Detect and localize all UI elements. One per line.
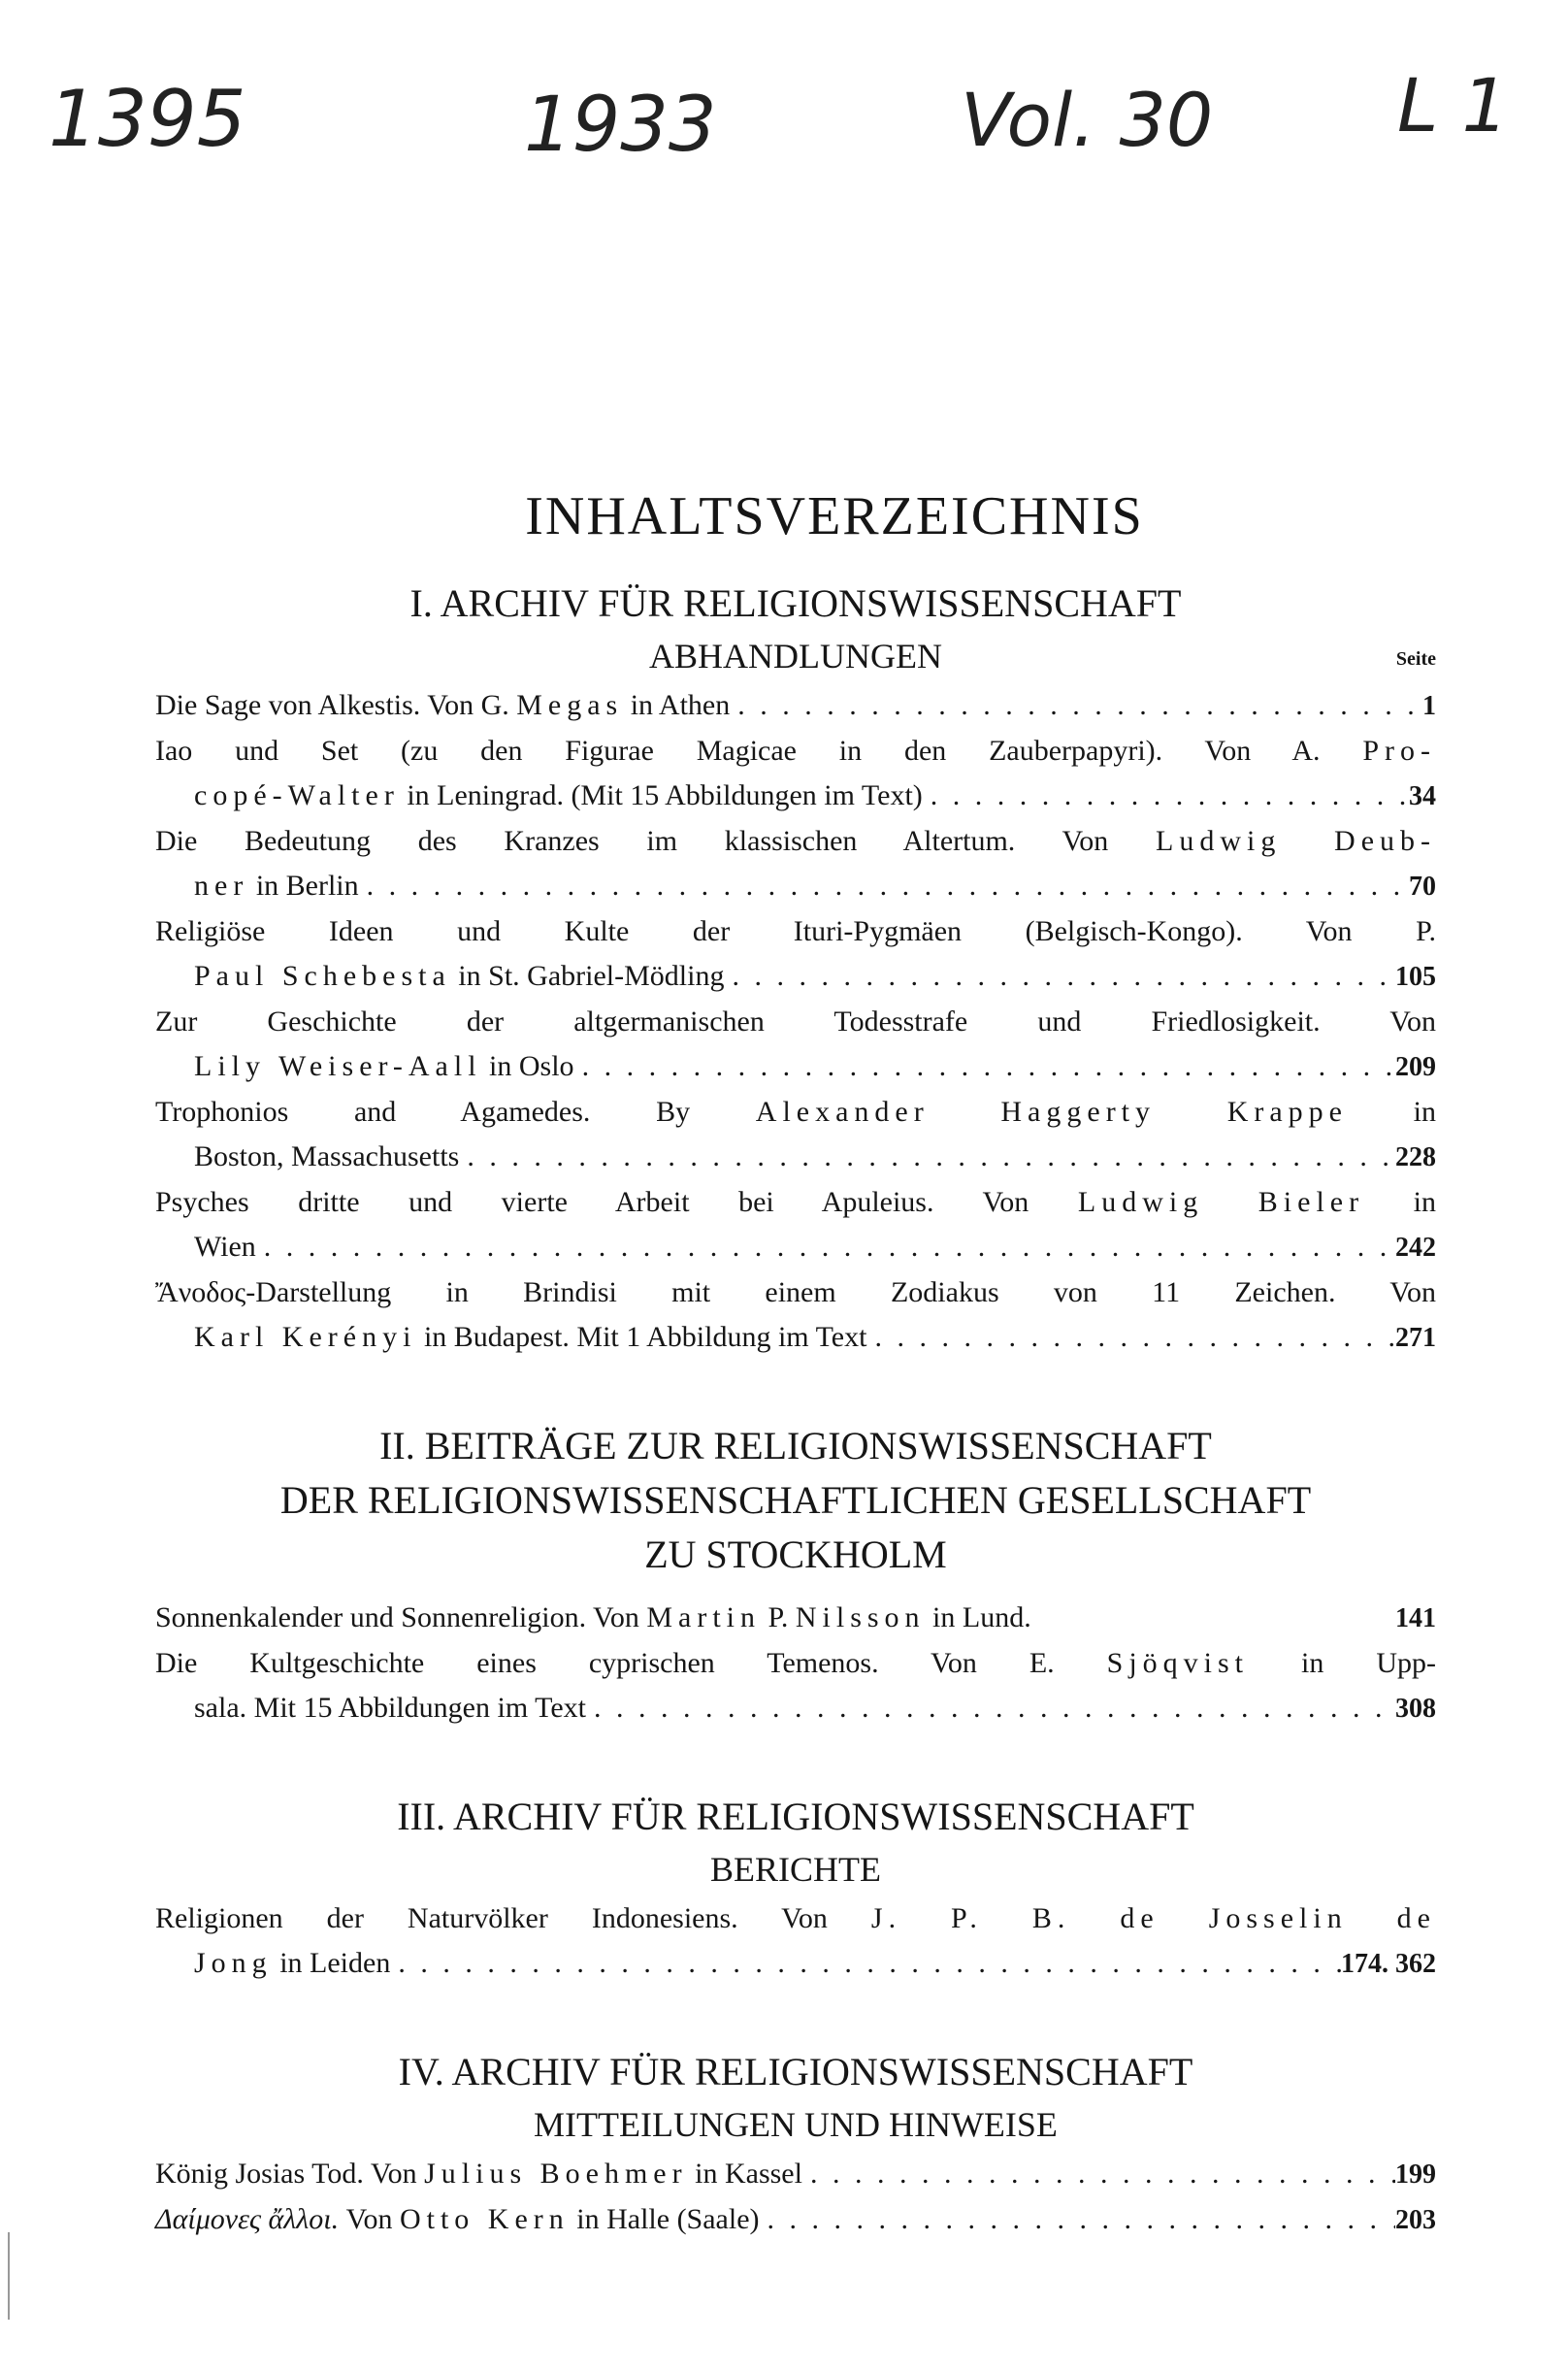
page-number: 271 — [1395, 1323, 1436, 1353]
entry-text — [194, 1941, 390, 1986]
entry-text-part: Von — [339, 2203, 400, 2235]
page-number: 228 — [1395, 1142, 1436, 1172]
leader-dots — [256, 1225, 1395, 1269]
entry-line — [155, 2197, 1436, 2243]
entry-text — [194, 954, 724, 999]
leader-dots — [923, 774, 1409, 818]
toc-section — [155, 2045, 1436, 2243]
section-subheading: MITTEILUNGEN UND HINWEISE — [534, 2105, 1058, 2144]
author-name: Julius Boehmer — [424, 2158, 688, 2190]
toc-entry — [155, 1090, 1436, 1180]
entry-text — [155, 1005, 1436, 1038]
entry-line — [155, 1315, 1436, 1361]
entry-text — [155, 1647, 1436, 1679]
handwritten-note-1395: 1395 — [49, 74, 246, 164]
author-name: copé-Walter — [194, 779, 400, 811]
entry-line — [155, 819, 1436, 864]
entry-text-part: in Leningrad. (Mit 15 Abbildungen im Text) — [399, 779, 923, 811]
toc-entry — [155, 1270, 1436, 1361]
toc-entry — [155, 1180, 1436, 1270]
entry-line — [155, 1941, 1436, 1987]
page-number: 1 — [1422, 691, 1436, 721]
toc-entry — [155, 2197, 1436, 2243]
toc-entry — [155, 1596, 1436, 1641]
page-title: INHALTSVERZEICHNIS — [525, 486, 1144, 546]
entry-text-part: Iao und Set (zu den Figurae Magicae in den Zauberpapyri). Von A. — [155, 735, 1363, 767]
entry-text-part: P. — [761, 1601, 796, 1633]
entry-text-part: Die Sage von Alkestis. Von G. — [155, 689, 517, 721]
toc-section — [155, 1419, 1436, 1731]
entry-text — [155, 1902, 1436, 1934]
toc-entry — [155, 1896, 1436, 1987]
section-heading: II. BEITRÄGE ZUR RELIGIONSWISSENSCHAFT — [379, 1424, 1212, 1467]
entry-text-part: Sonnenkalender und Sonnenreligion. Von — [155, 1601, 647, 1633]
entry-text-part: Die Kultgeschichte eines cyprischen Temenos. Von E. — [155, 1647, 1107, 1679]
entry-text-part: Zur Geschichte der altgermanischen Todesstrafe und Friedlosigkeit. Von — [155, 1005, 1436, 1038]
section-heading: ZU STOCKHOLM — [644, 1533, 947, 1576]
table-of-contents — [155, 485, 1436, 2243]
entry-line — [155, 2152, 1436, 2197]
entry-text-part: in Lund. — [925, 1601, 1031, 1633]
entry-line — [155, 729, 1436, 774]
entry-text-part: sala. Mit 15 Abbildungen im Text — [194, 1692, 586, 1724]
entry-line — [155, 1641, 1436, 1686]
leader-dots — [574, 1044, 1395, 1089]
entry-text — [155, 1596, 1031, 1640]
subheading-row — [155, 2099, 1436, 2152]
page-number: 242 — [1395, 1233, 1436, 1263]
handwritten-note-l1: L 1 — [1397, 62, 1509, 148]
author-name: Alexander Haggerty Krappe — [755, 1096, 1348, 1128]
entry-text-part: in Berlin — [248, 870, 359, 902]
toc-section — [155, 577, 1436, 1361]
entry-text — [194, 1315, 866, 1360]
entry-text-part: in Kassel — [687, 2158, 802, 2190]
entry-text — [194, 864, 359, 908]
entry-line — [155, 954, 1436, 1000]
entry-text-part: König Josias Tod. Von — [155, 2158, 425, 2190]
entry-line — [155, 1225, 1436, 1270]
leader-dots — [760, 2197, 1395, 2242]
entry-line — [155, 1686, 1436, 1731]
entry-text-part: in St. Gabriel-Mödling — [450, 960, 725, 992]
entry-text-part: in — [1364, 1186, 1436, 1218]
author-name: ner — [194, 870, 249, 902]
author-name: Pro- — [1362, 735, 1436, 767]
page-number: 308 — [1395, 1694, 1436, 1724]
page-number: 209 — [1395, 1052, 1436, 1082]
section-heading: III. ARCHIV FÜR RELIGIONSWISSENSCHAFT — [397, 1795, 1194, 1838]
subheading-row — [155, 1844, 1436, 1896]
author-name: Martin — [646, 1601, 761, 1633]
entry-line — [155, 1000, 1436, 1044]
leader-dots — [359, 864, 1409, 908]
author-name: Jong — [194, 1947, 273, 1979]
page-number: 203 — [1395, 2205, 1436, 2235]
author-name: Ludwig Bieler — [1077, 1186, 1365, 1218]
entry-line — [155, 1180, 1436, 1225]
section-subheading: BERICHTE — [710, 1850, 881, 1889]
entry-text — [194, 1225, 256, 1269]
author-name: Ludwig Deub- — [1156, 825, 1437, 857]
author-name: Megas — [516, 689, 624, 721]
entry-text-part: Religiöse Ideen und Kulte der Ituri-Pygmäen (Belgisch-Kongo). Von P. — [155, 915, 1436, 947]
page-number: 174. 362 — [1341, 1949, 1436, 1979]
entry-text-part: in Budapest. Mit 1 Abbildung im Text — [416, 1321, 867, 1353]
entry-text — [194, 774, 923, 818]
subheading-row — [155, 631, 1436, 683]
handwritten-notes — [0, 39, 1568, 194]
section-gap — [155, 1987, 1436, 2045]
entry-text — [155, 735, 1436, 767]
page-number: 141 — [1395, 1603, 1436, 1633]
toc-entry — [155, 729, 1436, 819]
toc-entry — [155, 909, 1436, 1000]
section-heading: DER RELIGIONSWISSENSCHAFTLICHEN GESELLSCHAFT — [279, 1478, 1312, 1522]
entry-text — [194, 1044, 574, 1089]
author-name: Paul Schebesta — [194, 960, 451, 992]
leader-dots — [724, 954, 1395, 999]
toc-section — [155, 1790, 1436, 1987]
toc-sections — [155, 577, 1436, 2243]
entry-line — [155, 1044, 1436, 1090]
entry-line — [155, 1270, 1436, 1315]
entry-text-part: in Upp- — [1249, 1647, 1436, 1679]
entry-text — [155, 2197, 760, 2242]
entry-text-part: Trophonios and Agamedes. By — [155, 1096, 756, 1128]
page-number: 105 — [1395, 962, 1436, 992]
author-name: Lily Weiser-Aall — [194, 1050, 482, 1082]
leader-dots — [730, 683, 1422, 728]
entry-text — [155, 1186, 1436, 1218]
entry-text — [194, 1135, 459, 1179]
page-number: 70 — [1409, 872, 1436, 902]
entry-text — [155, 2152, 802, 2196]
entry-line — [155, 683, 1436, 729]
section-heading: I. ARCHIV FÜR RELIGIONSWISSENSCHAFT — [409, 581, 1182, 625]
entry-text — [155, 1276, 1436, 1308]
leader-dots — [459, 1135, 1395, 1179]
page-number: 34 — [1409, 781, 1436, 811]
entry-text — [155, 915, 1436, 947]
leader-dots — [866, 1315, 1395, 1360]
toc-entry — [155, 819, 1436, 909]
entry-text-part: in Leiden — [272, 1947, 391, 1979]
margin-mark — [8, 2232, 10, 2320]
entry-text-part: Die Bedeutung des Kranzes im klassischen Altertum. Von — [155, 825, 1156, 857]
heading-gap — [155, 1582, 1436, 1596]
author-name: Sjöqvist — [1106, 1647, 1250, 1679]
entry-text-part: Boston, Massachusetts — [194, 1140, 460, 1172]
entry-line — [155, 1896, 1436, 1941]
author-name: Otto Kern — [399, 2203, 570, 2235]
toc-entry — [155, 1641, 1436, 1731]
entry-text-part: Δαίμονες ἄλλοι. — [155, 2203, 340, 2235]
author-name: J. P. B. de Josselin de — [870, 1902, 1436, 1934]
entry-line — [155, 864, 1436, 909]
toc-entry — [155, 1000, 1436, 1090]
entry-text-part: in — [1347, 1096, 1436, 1128]
leader-dots — [802, 2152, 1395, 2196]
entry-text-part: in Halle (Saale) — [569, 2203, 760, 2235]
entry-line — [155, 1135, 1436, 1180]
handwritten-note-1933: 1933 — [524, 82, 717, 169]
entry-text — [155, 1096, 1436, 1128]
entry-text-part: Ἄνοδος-Darstellung in Brindisi mit einem Zodiakus von 11 Zeichen. Von — [155, 1276, 1436, 1308]
section-gap — [155, 1361, 1436, 1419]
handwritten-note-vol: Vol. 30 — [961, 77, 1214, 163]
entry-line — [155, 1090, 1436, 1135]
entry-line — [155, 774, 1436, 819]
page-number: 199 — [1395, 2159, 1436, 2190]
entry-text — [155, 825, 1436, 857]
section-gap — [155, 1731, 1436, 1790]
toc-entry — [155, 2152, 1436, 2197]
section-subheading: ABHANDLUNGEN — [649, 637, 942, 676]
entry-text-part: Psyches dritte und vierte Arbeit bei Apuleius. Von — [155, 1186, 1078, 1218]
section-heading: IV. ARCHIV FÜR RELIGIONSWISSENSCHAFT — [398, 2050, 1193, 2093]
entry-line — [155, 909, 1436, 954]
author-name: Nilsson — [795, 1601, 926, 1633]
leader-dots — [586, 1686, 1395, 1730]
entry-text — [155, 683, 730, 728]
entry-line — [155, 1596, 1436, 1641]
entry-text-part: in Oslo — [481, 1050, 574, 1082]
entry-text-part: Religionen der Naturvölker Indonesiens. Von — [155, 1902, 871, 1934]
entry-text — [194, 1686, 586, 1730]
leader-dots — [390, 1941, 1341, 1986]
author-name: Karl Kerényi — [194, 1321, 417, 1353]
page-column-label: Seite — [1395, 648, 1436, 670]
entry-text-part: Wien — [194, 1231, 256, 1263]
entry-text-part: in Athen — [623, 689, 731, 721]
toc-entry — [155, 683, 1436, 729]
